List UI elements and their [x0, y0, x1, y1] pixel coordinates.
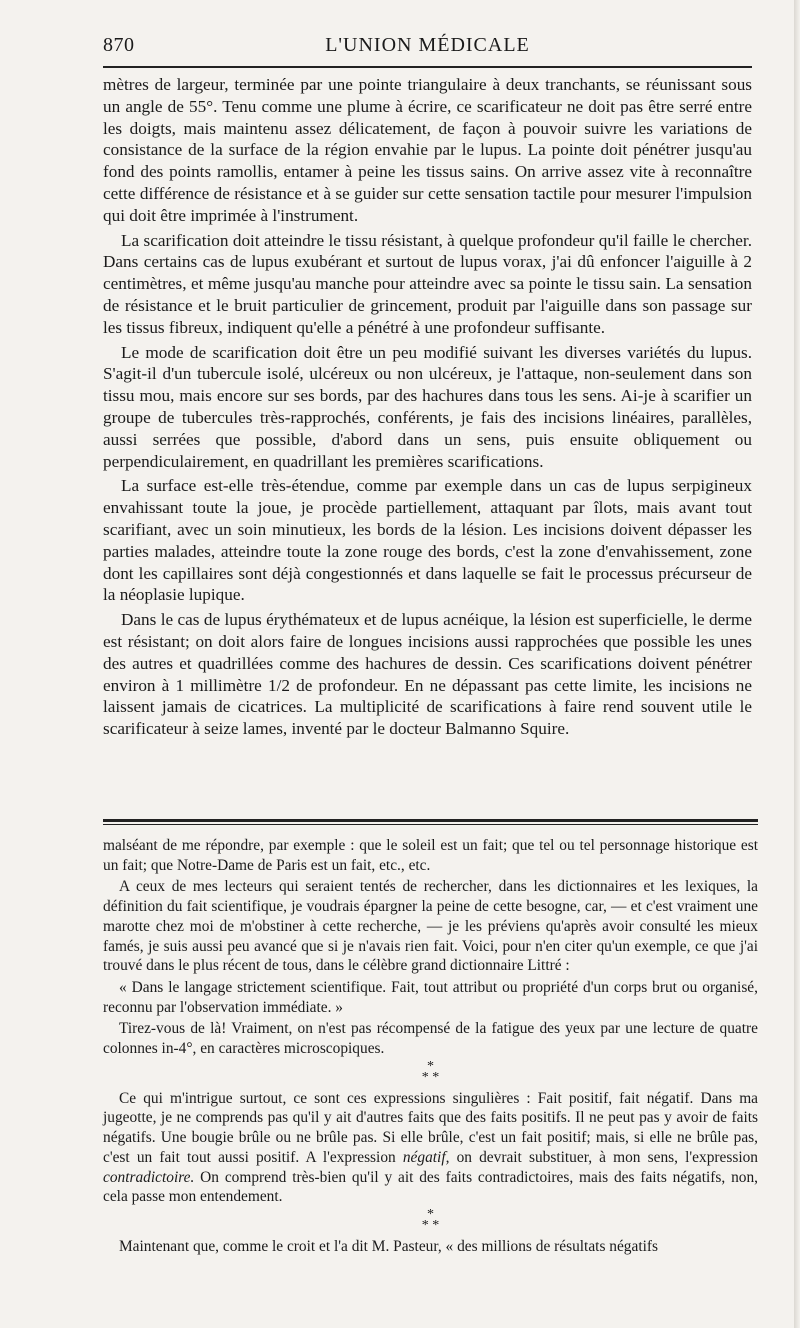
- divider-thin-rule: [103, 824, 758, 825]
- asterism-bottom: * *: [421, 1217, 440, 1233]
- main-paragraph: Le mode de scarification doit être un peu modifié suivant les diverses variétés du lupus. S'agit-il d'un tubercule isolé, ulcéreux ou non ulcéreux, je l'attaque, non-seulement dans son tissu mou, mais encore sur ses bords, par des hachures dans tous les sens. Ai-je à scarifier un groupe de tubercules très-rapprochés, conférents, je fais des incisions linéaires, parallèles, aussi serrées que possible, d'abord dans un sens, puis ensuite obliquement ou perpendiculairement, en quadrillant les premières scarifications.: [103, 342, 752, 471]
- section-divider: [103, 819, 758, 825]
- running-title: L'UNION MÉDICALE: [325, 34, 530, 56]
- asterism-top: *: [427, 1206, 434, 1222]
- asterism-bottom: * *: [421, 1069, 440, 1085]
- text-run: On comprend très-bien qu'il y ait des faits contradictoires, mais des faits négatifs, non, cela passe mon entendement.: [103, 1168, 758, 1206]
- feuilleton-text: [103, 836, 758, 1259]
- feuilleton-paragraph: [103, 1089, 758, 1207]
- asterism-separator: [103, 1058, 758, 1085]
- header-rule: [103, 66, 752, 68]
- divider-thick-rule: [103, 819, 758, 822]
- page-edge-shadow: [794, 0, 800, 1328]
- main-paragraph: La scarification doit atteindre le tissu résistant, à quelque profondeur qu'il faille le chercher. Dans certains cas de lupus exubérant et surtout de lupus vorax, j'ai dû enfoncer l'aiguille à 2 centimètres, et même jusqu'au manche pour atteindre avec sa pointe le tissu sain. La sensation de résistance et le bruit particulier de grincement, produit par l'aiguille dans son passage sur les tissus fibreux, indiquent qu'elle a pénétré à une profondeur suffisante.: [103, 230, 752, 337]
- feuilleton-paragraph: A ceux de mes lecteurs qui seraient tentés de rechercher, dans les dictionnaires et les lexiques, la définition du fait scientifique, je voudrais épargner la peine de cette besogne, car, — et c'est vraiment une marotte chez moi de m'obstiner à cette recherche, — je les préviens qu'après avoir consulté les mieux famés, je suis aussi peu avancé que si je n'avais rien fait. Voici, pour n'en citer qu'un exemple, ce que j'ai trouvé dans le plus récent de tous, dans le célèbre grand dictionnaire Littré :: [103, 878, 758, 975]
- main-paragraph: Dans le cas de lupus érythémateux et de lupus acnéique, la lésion est superficielle, le derme est résistant; on doit alors faire de longues incisions aussi rapprochées que possible les unes des autres et quadrillées comme des hachures de dessin. Ces scarifications doivent pénétrer environ à 1 millimètre 1/2 de profondeur. En ne dépassant pas cette limite, les incisions ne laissent jamais de cicatrices. La multiplicité de scarifications à faire rend souvent utile le scarificateur à seize lames, inventé par le docteur Balmanno Squire.: [103, 610, 752, 739]
- italic-term: négatif,: [402, 1148, 450, 1166]
- page-number: 870: [103, 34, 135, 56]
- text-run: Ce qui m'intrigue surtout, ce sont ces expressions singulières : Fait positif, fait négatif. Dans ma jugeotte, je ne comprends pas qu'il y ait d'autres faits que des faits positifs. Il ne peut pas y avoir de faits négatifs. Une bougie brûle ou ne brûle pas. Si elle brûle, c'est un fait positif; mais, si elle ne brûle pas, c'est un fait tout aussi positif. A l'expression: [103, 1089, 758, 1166]
- text-run: on devrait substituer, à mon sens, l'expression: [449, 1148, 758, 1166]
- asterism-separator: [103, 1206, 758, 1233]
- feuilleton-paragraph: malséant de me répondre, par exemple : que le soleil est un fait; que tel ou tel personnage historique est un fait; que Notre-Dame de Paris est un fait, etc., etc.: [103, 837, 758, 874]
- italic-term: contradictoire.: [103, 1168, 195, 1186]
- page-header: [103, 30, 752, 60]
- main-text-column: [103, 74, 752, 743]
- feuilleton-quotation: « Dans le langage strictement scientifique. Fait, tout attribut ou propriété d'un corps brut ou organisé, reconnu par l'observation immédiate. »: [103, 978, 758, 1016]
- asterism-top: *: [427, 1058, 434, 1074]
- feuilleton-paragraph: Tirez-vous de là! Vraiment, on n'est pas récompensé de la fatigue des yeux par une lecture de quatre colonnes in-4°, en caractères microscopiques.: [103, 1020, 758, 1058]
- main-paragraph: La surface est-elle très-étendue, comme par exemple dans un cas de lupus serpigineux envahissant toute la joue, je procède partiellement, attaquant par îlots, mais avant tout scarifiant, avec un soin minutieux, les bords de la lésion. Les incisions doivent dépasser les parties malades, atteindre toute la zone rouge des bords, c'est la zone d'envahissement, zone dont les capillaires sont déjà congestionnés et dans laquelle se fait le processus précurseur de la néoplasie lupique.: [103, 476, 752, 605]
- feuilleton-paragraph: Maintenant que, comme le croit et l'a dit M. Pasteur, « des millions de résultats négatifs: [119, 1237, 658, 1255]
- main-paragraph: mètres de largeur, terminée par une pointe triangulaire à deux tranchants, se réunissant sous un angle de 55°. Tenu comme une plume à écrire, ce scarificateur ne doit pas être serré entre les doigts, mais maintenu assez délicatement, de façon à pouvoir suivre les variations de consistance de la surface de la région envahie par le lupus. La pointe doit pénétrer jusqu'au fond des points ramollis, entamer à peine les tissus sains. On arrive assez vite à reconnaître cette différence de résistance et à se guider sur cette sensation tactile pour mesurer l'impulsion qui doit être imprimée à l'instrument.: [103, 75, 752, 225]
